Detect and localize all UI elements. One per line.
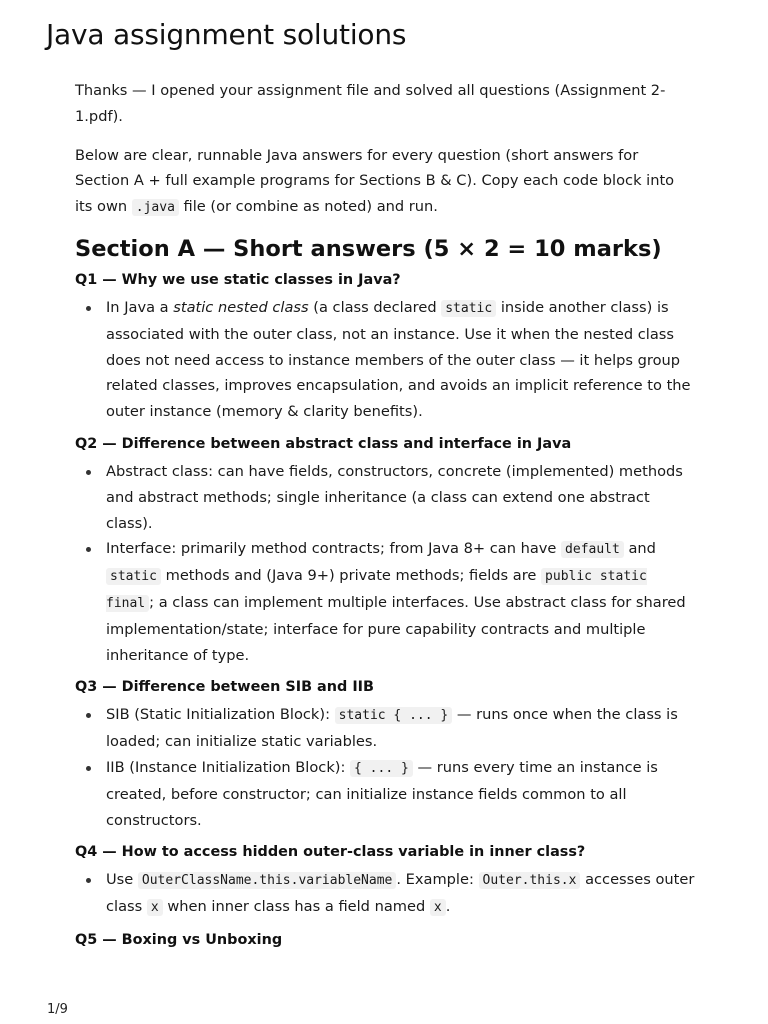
answer-bullet <box>106 755 695 833</box>
inline-code: x <box>147 899 163 916</box>
emphasis: static nested class <box>173 298 309 316</box>
text-run: . <box>445 898 451 916</box>
text-run: file (or combine as noted) and run. <box>178 198 438 216</box>
inline-code: x <box>430 899 446 916</box>
question-title: Q4 — How to access hidden outer-class variable in inner class? <box>75 844 586 861</box>
answer-bullet <box>106 702 695 755</box>
page-number: 1/9 <box>47 1002 68 1017</box>
text-run: inside another class) is associated with the outer class, not an instance. Use it when the nested class does not need access to instance members of the outer class — it helps group related classes, improves encapsulation, and avoids an implicit reference to the outer instance (memory & clarity benefits). <box>106 298 691 421</box>
answer-bullet <box>106 295 695 425</box>
inline-code: default <box>561 541 624 558</box>
section-heading: Section A — Short answers (5 × 2 = 10 marks) <box>75 235 662 262</box>
inline-code: Outer.this.x <box>479 872 581 889</box>
answer-list <box>75 702 695 833</box>
text-run: In Java a <box>106 298 174 316</box>
inline-code: { ... } <box>350 760 413 777</box>
text-run: SIB (Static Initialization Block): <box>106 706 335 724</box>
page-title: Java assignment solutions <box>46 18 407 51</box>
intro-paragraph <box>75 143 695 221</box>
text-run: when inner class has a field named <box>162 898 430 916</box>
answer-list <box>75 459 695 668</box>
text-run: Interface: primarily method contracts; from Java 8+ can have <box>106 540 562 558</box>
inline-code: static <box>106 568 161 585</box>
text-run: accesses outer class <box>106 871 695 916</box>
text-run: (a class declared <box>308 298 442 316</box>
answer-list <box>75 867 695 921</box>
text-run: — runs once when the class is loaded; can initialize static variables. <box>106 706 678 751</box>
answer-bullet <box>106 536 695 668</box>
inline-code: OuterClassName.this.variableName <box>138 872 396 889</box>
question-title: Q3 — Difference between SIB and IIB <box>75 679 375 696</box>
text-run: . Example: <box>396 871 479 889</box>
text-run: IIB (Instance Initialization Block): <box>106 758 351 776</box>
document-body <box>75 78 695 955</box>
text-run: — runs every time an instance is created, before constructor; can initialize instance fields common to all constructors. <box>106 758 658 829</box>
intro-paragraph: Thanks — I opened your assignment file and solved all questions (Assignment 2-1.pdf). <box>75 82 666 125</box>
inline-code: public static final <box>106 569 647 611</box>
question-title: Q5 — Boxing vs Unboxing <box>75 931 283 948</box>
text-run: methods and (Java 9+) private methods; fields are <box>160 567 542 585</box>
inline-code: .java <box>132 199 179 216</box>
text-run: Use <box>106 871 138 889</box>
text-run: and <box>623 540 656 558</box>
answer-list <box>75 295 695 425</box>
text-run: Below are clear, runnable Java answers for every question (short answers for Section A + full example programs for Sections B & C). Copy each code block into its own <box>75 146 675 216</box>
text-run: ; a class can implement multiple interfaces. Use abstract class for shared implementation/state; interface for pure capability contracts and multiple inheritance of type. <box>106 593 686 664</box>
question-title: Q2 — Difference between abstract class and interface in Java <box>75 435 572 452</box>
question-title: Q1 — Why we use static classes in Java? <box>75 271 401 288</box>
answer-bullet <box>106 867 695 921</box>
answer-bullet: Abstract class: can have fields, constructors, concrete (implemented) methods and abstract methods; single inheritance (a class can extend one abstract class). <box>106 459 695 536</box>
inline-code: static { ... } <box>335 707 453 724</box>
inline-code: static <box>441 300 496 317</box>
